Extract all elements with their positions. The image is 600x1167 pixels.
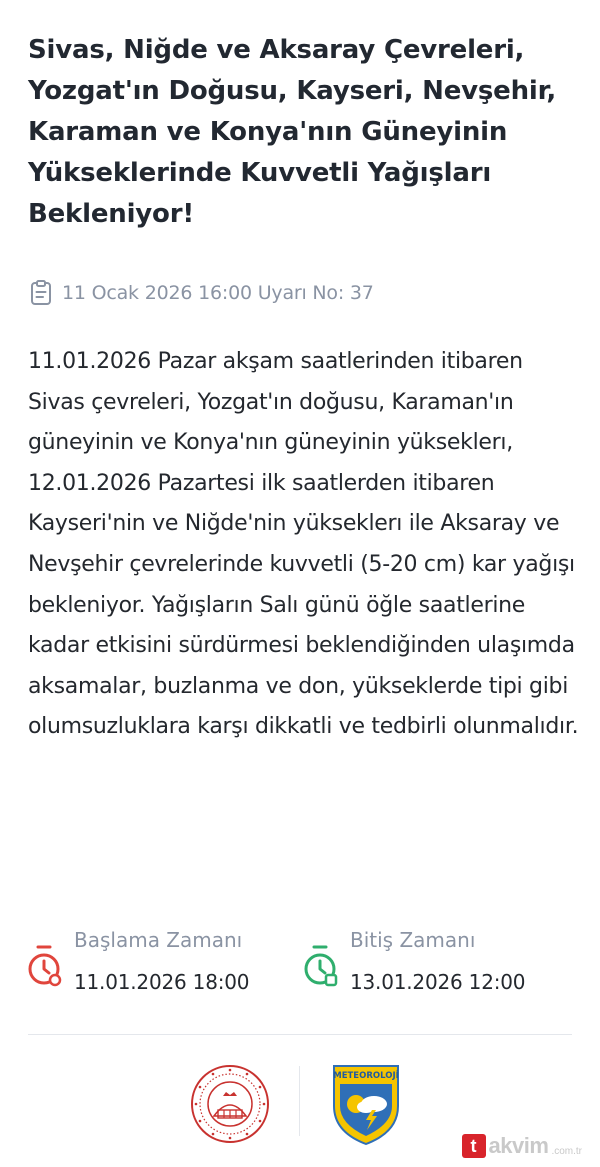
start-label: Başlama Zamanı: [74, 928, 243, 952]
alert-card: [28, 30, 576, 235]
seal-logo: [190, 1064, 270, 1144]
logo-divider: [299, 1066, 300, 1136]
time-range: [26, 928, 556, 1008]
timer-start-icon: [26, 944, 62, 988]
end-label: Bitiş Zamanı: [350, 928, 476, 952]
alert-description: 11.01.2026 Pazar akşam saatlerinden itibaren Sivas çevreleri, Yozgat'ın doğusu, Karaman'ın güneyinin ve Konya'nın güneyinin yükseklerı, 12.01.2026 Pazartesi ilk saatlerden itibaren Kayseri'nin ve Niğde'nin yükseklerı ile Aksaray ve Nevşehir çevrelerinde kuvvetli (5-20 cm) kar yağışı bekleniyor. Yağışların Salı günü öğle saatlerine kadar etkisini sürdürmesi beklendiğinden ulaşımda aksamalar, buzlanma ve don, yükseklerde tipi gibi olumsuzluklara karşı dikkatli ve tedbirli olunmalıdır.: [28, 349, 579, 740]
divider: [28, 1034, 572, 1035]
end-value: 13.01.2026 12:00: [350, 970, 526, 994]
alert-headline: Sivas, Niğde ve Aksaray Çevreleri, Yozgat'ın Doğusu, Kayseri, Nevşehir, Karaman ve Konya'nın Güneyinin Yükseklerinde Kuvvetli Yağışları Bekleniyor!: [28, 35, 557, 229]
site-watermark: [462, 1133, 582, 1159]
watermark-tld: .com.tr: [551, 1146, 582, 1157]
start-value: 11.01.2026 18:00: [74, 970, 250, 994]
alert-date-number: 11 Ocak 2026 16:00 Uyarı No: 37: [62, 282, 374, 304]
meteoroloji-logo-text: METEOROLOJİ: [333, 1071, 399, 1081]
clipboard-icon: [30, 280, 52, 306]
timer-end-icon: [302, 944, 338, 988]
watermark-text: akvim: [488, 1133, 549, 1158]
watermark-letter: t: [462, 1134, 486, 1158]
meteoroloji-logo: [330, 1062, 402, 1146]
alert-meta: [30, 280, 374, 306]
